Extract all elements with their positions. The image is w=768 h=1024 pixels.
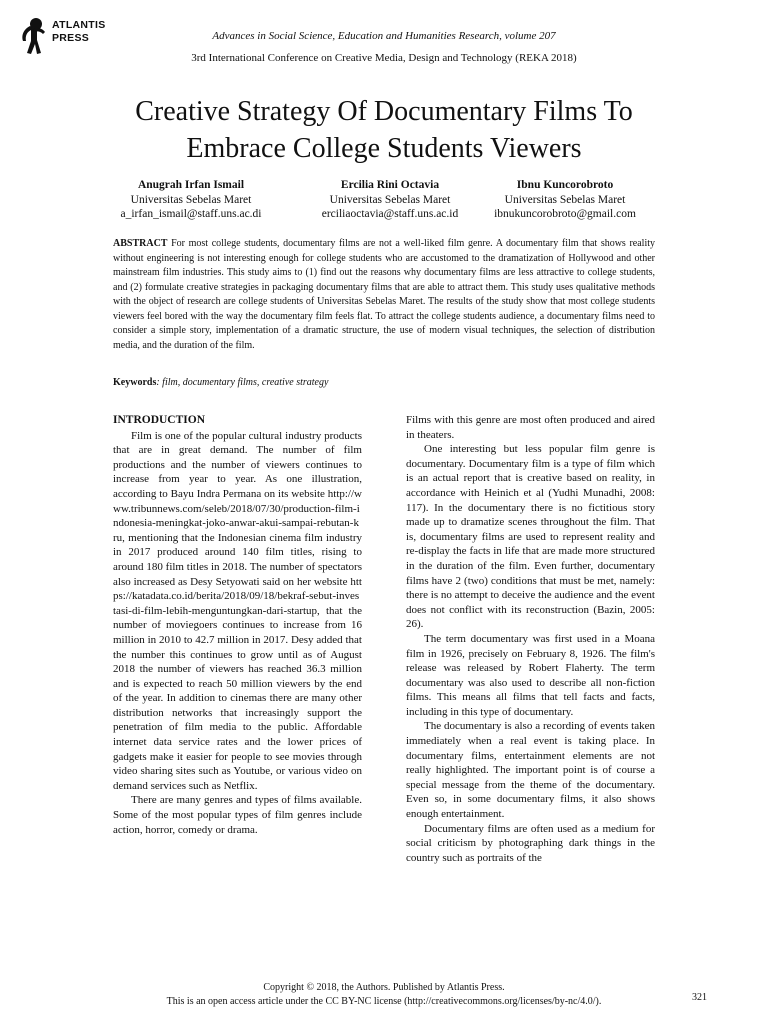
- body-paragraph: Films with this genre are most often produced and aired in theaters.: [406, 414, 655, 441]
- body-paragraph: [113, 429, 362, 794]
- inline-url: http://www.tribunnews.com/seleb/2018/07/30/production-film-indonesia-meningkat-joko-anwar-akui-sampai-rebutan-kru,: [113, 487, 362, 544]
- copyright-notice: Copyright © 2018, the Authors. Published by Atlantis Press.: [263, 982, 505, 993]
- body-paragraph: There are many genres and types of films available. Some of the most popular types of film genres include action, horror, comedy or drama.: [113, 794, 362, 836]
- license-notice: This is an open access article under the CC BY-NC license (http://creativecommons.org/licenses/by-nc/4.0/).: [166, 996, 602, 1007]
- author-name: Anugrah Irfan Ismail: [137, 179, 245, 191]
- page-number: 321: [692, 992, 707, 1003]
- author-affiliation: Universitas Sebelas Maret: [329, 193, 451, 206]
- logo-text-line2: PRESS: [52, 32, 90, 44]
- abstract-label: ABSTRACT: [113, 238, 168, 249]
- keywords-label: Keywords: [113, 377, 157, 388]
- paper-title-line1: Creative Strategy Of Documentary Films To: [135, 96, 633, 127]
- paper-title-line2: Embrace College Students Viewers: [186, 133, 582, 164]
- paragraph-text: mentioning that the Indonesian cinema film industry in 2017 produced around 140 film titles, rising to around 180 film titles in 2018. The number of spectators also increased as Desy Setyowati said on her website: [113, 531, 363, 588]
- body-paragraph: Documentary films are often used as a medium for social criticism by photographing dark things in the country such as portraits of the: [406, 822, 655, 864]
- paper-title: [0, 93, 768, 167]
- author-name: Ibnu Kuncorobroto: [516, 179, 614, 191]
- author-block: [306, 178, 474, 222]
- author-name: Ercilia Rini Octavia: [340, 179, 440, 191]
- author-affiliation: Universitas Sebelas Maret: [130, 193, 252, 206]
- body-paragraph: One interesting but less popular film genre is documentary. Documentary film is a type of film which is an actual report that is creative based on reality, in accordance with Heinich et al (Yudhi Munadhi, 2008: 117). In the documentary there is no fictitious story made up to dramatize scenes throughout the film. That is, documentary films are used to represent reality and re-display the facts in life that are made more structured in the duration of the film. Even further, documentary films have 2 (two) conditions that must be met, namely: there is no attempt to deceive the audience and the event does not conflict with its reconstruction (Bazin, 2005: 26).: [406, 443, 655, 631]
- left-column: [113, 413, 362, 837]
- conference-name: 3rd International Conference on Creative Media, Design and Technology (REKA 2018): [191, 52, 577, 64]
- section-heading: INTRODUCTION: [113, 414, 206, 426]
- series-title: Advances in Social Science, Education and Humanities Research, volume 207: [212, 30, 556, 42]
- abstract-text: For most college students, documentary films are not a well-liked film genre. A documentary film that shows reality without engineering is not interesting enough for college students who are accustomed to the dramatization of Hollywood and other mainstream film industries. This study aims to (1) find out the reasons why documentary films are less attractive to college students, and (2) formulate creative strategies in packaging documentary films that are able to attract them. This study uses qualitative methods with the object of research are college students of Universitas Sebelas Maret. The results of the study show that most college students viewers feel bored with the way the documentary film feels flat. To attract the college students audience, a documentary films need to consider a simple story, implementation of a dramatic structure, the use of modern visual techniques, the selection of distribution media, and the duration of the film.: [113, 238, 655, 351]
- body-paragraph: The term documentary was first used in a Moana film in 1926, precisely on February 8, 1926. The film's release was released by Robert Flaherty. The term documentary was also used to describe all non-fiction films. This means all films that tell facts and facts, including in this type of documentary.: [406, 632, 655, 718]
- body-paragraph: The documentary is also a recording of events taken immediately when a real event is taking place. In documentary films, entertainment elements are not really highlighted. The important point is of course a special message from the theme of the documentary. Even so, in some documentary films, it also shows enough entertainment.: [406, 720, 655, 821]
- paragraph-text: Film is one of the popular cultural industry products that are in great demand. The number of film productions and the number of viewers continues to increase from year to year. As one illustration, according to Bayu Indra Permana on its website: [113, 429, 362, 500]
- author-email: a_irfan_ismail@staff.uns.ac.di: [120, 208, 262, 220]
- right-column: [406, 413, 655, 865]
- author-email: ibnukuncorobroto@gmail.com: [494, 208, 636, 220]
- keywords: [113, 376, 655, 390]
- author-block: [113, 178, 269, 222]
- author-email: erciliaoctavia@staff.uns.ac.id: [321, 208, 459, 220]
- keywords-text: : film, documentary films, creative strategy: [156, 377, 329, 388]
- paragraph-text: that the number of moviegoers continues to increase from 16 million in 2010 to 42.7 million in 2017. Desy added that the number this continues to grow until as of August 2018 the number of viewers has reached 36.3 million and is expected to reach 50 million viewers by the end of the year. In addition to cinemas there are many other distribution networks that increasingly support the penetration of film media to the public. Affordable internet data service rates and the lower prices of gadgets make it easier for people to see movies through video sharing sites such as Youtube, or various video on demand services such as Netflix.: [113, 604, 362, 792]
- page-footer: [0, 981, 768, 1009]
- author-affiliation: Universitas Sebelas Maret: [504, 193, 626, 206]
- author-block: [484, 178, 646, 222]
- abstract: [113, 237, 655, 353]
- inline-url: https://katadata.co.id/berita/2018/09/18/bekraf-sebut-investasi-di-film-lebih-menguntungkan-dari-startup,: [113, 575, 362, 617]
- logo-text-line1: ATLANTIS: [52, 19, 106, 31]
